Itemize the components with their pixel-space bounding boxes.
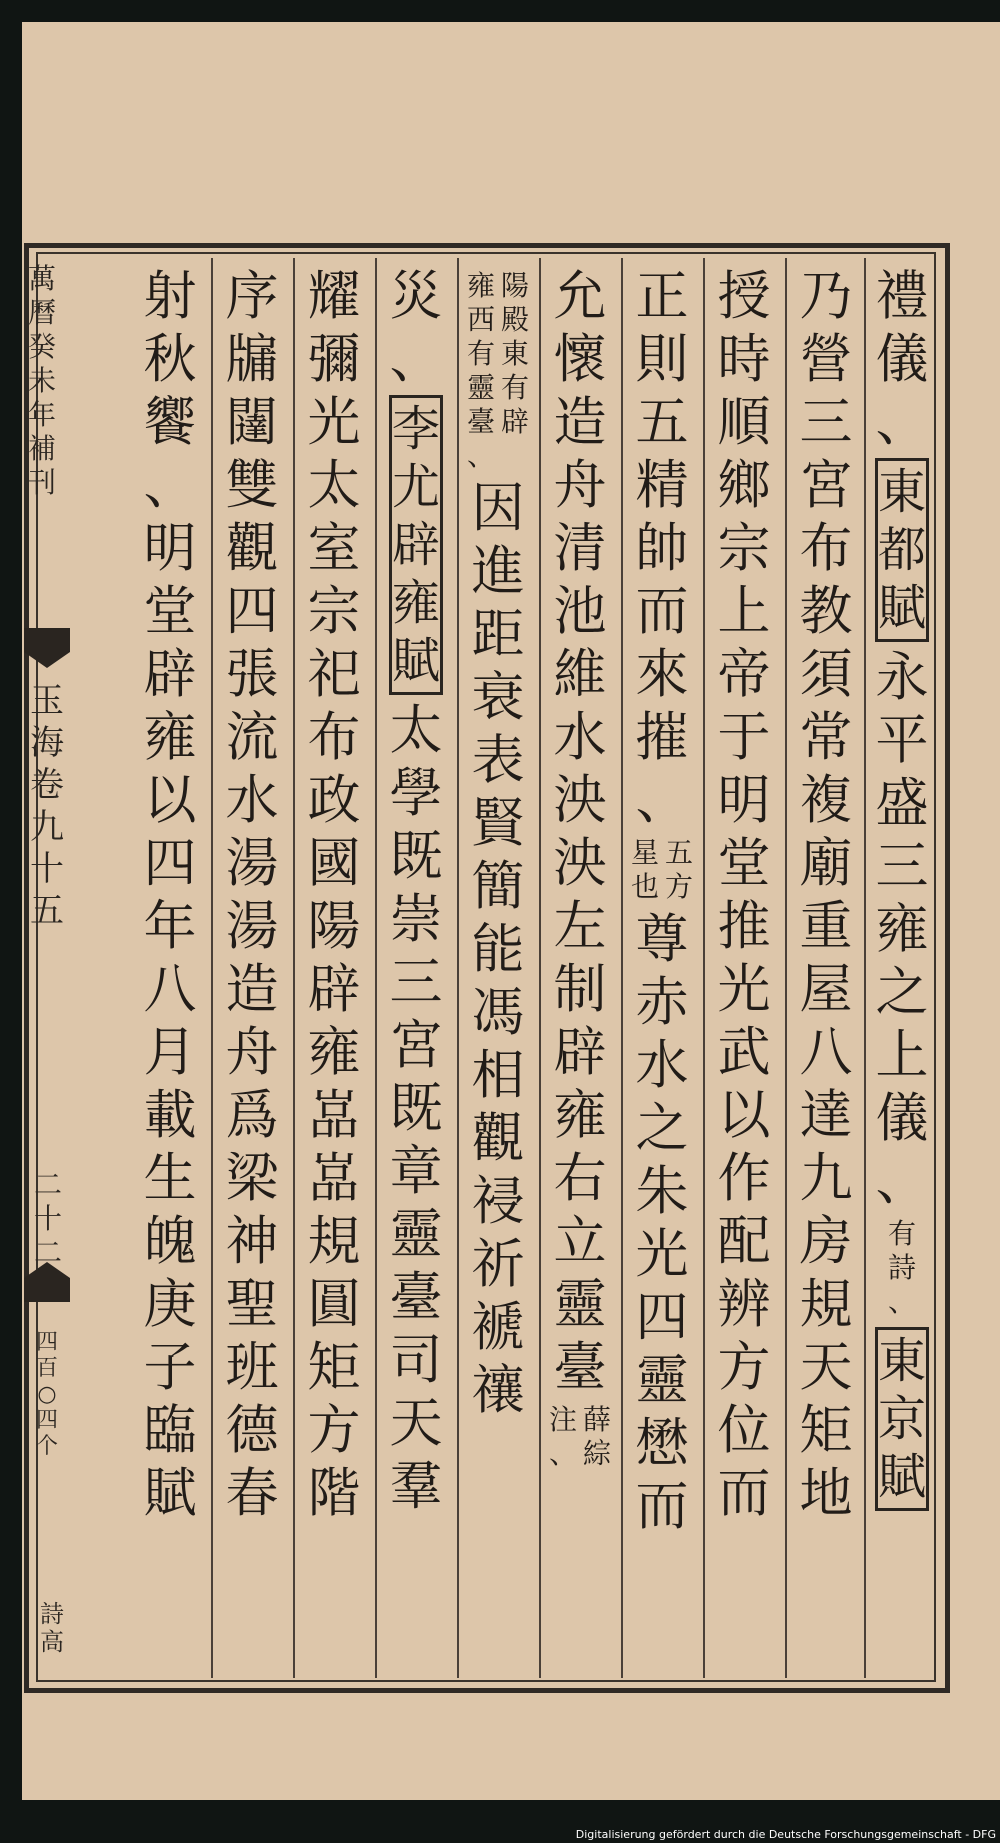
annotation-subcolumn: 注 、 xyxy=(548,1403,577,1470)
column-rule xyxy=(211,258,213,1678)
main-text: 災 、 xyxy=(389,266,443,390)
text-column xyxy=(134,265,206,1525)
column-rule xyxy=(539,258,541,1678)
main-text: 尊 赤 水 之 朱 光 四 靈 懋 而 xyxy=(635,909,689,1537)
interlinear-annotation xyxy=(549,1403,611,1471)
text-column xyxy=(866,265,938,1515)
annotation-subcolumn: 五 方 xyxy=(665,836,694,903)
main-text: 序 牖 闥 雙 觀 四 張 流 水 湯 湯 造 舟 爲 梁 神 聖 班 德 春 xyxy=(225,266,279,1524)
text-column xyxy=(790,265,862,1525)
character-count: 四 百 ○ 四 个 xyxy=(36,1330,59,1459)
text-column xyxy=(462,265,534,1422)
interlinear-annotation xyxy=(631,836,693,904)
main-text: 因 進 距 衰 表 賢 簡 能 馮 相 觀 祲 祈 褫 禳 xyxy=(471,478,525,1421)
text-column xyxy=(708,265,780,1525)
column-rule xyxy=(703,258,705,1678)
interlinear-annotation xyxy=(467,269,529,473)
annotation-subcolumn: 雍 西 有 靈 臺 、 xyxy=(466,269,495,472)
annotation-subcolumn: 星 也 xyxy=(630,836,659,903)
annotation-subcolumn: 薛 綜 xyxy=(583,1403,612,1470)
column-rule xyxy=(293,258,295,1678)
main-text: 太 學 既 崇 三 宮 既 章 靈 臺 司 天 羣 xyxy=(389,700,443,1517)
carver-name: 詩 高 xyxy=(40,1600,64,1656)
column-rule xyxy=(785,258,787,1678)
leaf-number: 二 十 二 xyxy=(34,1168,63,1269)
interlinear-annotation xyxy=(888,1217,916,1319)
main-text: 永 平 盛 三 雍 之 上 儀 、 xyxy=(875,647,929,1212)
column-rule xyxy=(621,258,623,1678)
boxed-source-title: 東 京 賦 xyxy=(875,1327,929,1511)
text-column xyxy=(544,265,616,1475)
text-column xyxy=(380,265,452,1518)
boxed-source-title: 東 都 賦 xyxy=(875,458,929,642)
main-text: 正 則 五 精 帥 而 來 摧 、 xyxy=(635,266,689,831)
main-text: 允 懷 造 舟 清 池 維 水 泱 泱 左 制 辟 雍 右 立 靈 臺 xyxy=(553,266,607,1398)
column-rule xyxy=(457,258,459,1678)
annotation-subcolumn: 陽 殿 東 有 辟 xyxy=(501,269,530,438)
edition-note: 萬 曆 癸 未 年 補 刊 xyxy=(28,262,57,499)
main-text: 耀 彌 光 太 室 宗 祀 布 政 國 陽 辟 雍 嵓 嵓 規 圓 矩 方 階 xyxy=(307,266,361,1524)
text-column xyxy=(216,265,288,1525)
column-rule xyxy=(375,258,377,1678)
annotation-subcolumn: 有 詩 、 xyxy=(887,1217,916,1318)
main-text: 乃 營 三 宮 布 教 須 常 複 廟 重 屋 八 達 九 房 規 天 矩 地 xyxy=(799,266,853,1524)
main-text: 禮 儀 、 xyxy=(875,266,929,453)
boxed-source-title: 李 尤 辟 雍 賦 xyxy=(389,395,443,695)
text-column xyxy=(298,265,370,1525)
text-column xyxy=(626,265,698,1538)
main-text: 射 秋 饗 、 明 堂 辟 雍 以 四 年 八 月 載 生 魄 庚 子 臨 賦 xyxy=(143,266,197,1524)
main-text: 授 時 順 鄉 宗 上 帝 于 明 堂 推 光 武 以 作 配 辨 方 位 而 xyxy=(717,266,771,1524)
digitization-credit: Digitalisierung gefördert durch die Deutsche Forschungsgemeinschaft - DFG xyxy=(575,1828,996,1841)
book-title: 玉 海 卷 九 十 五 xyxy=(30,681,64,931)
